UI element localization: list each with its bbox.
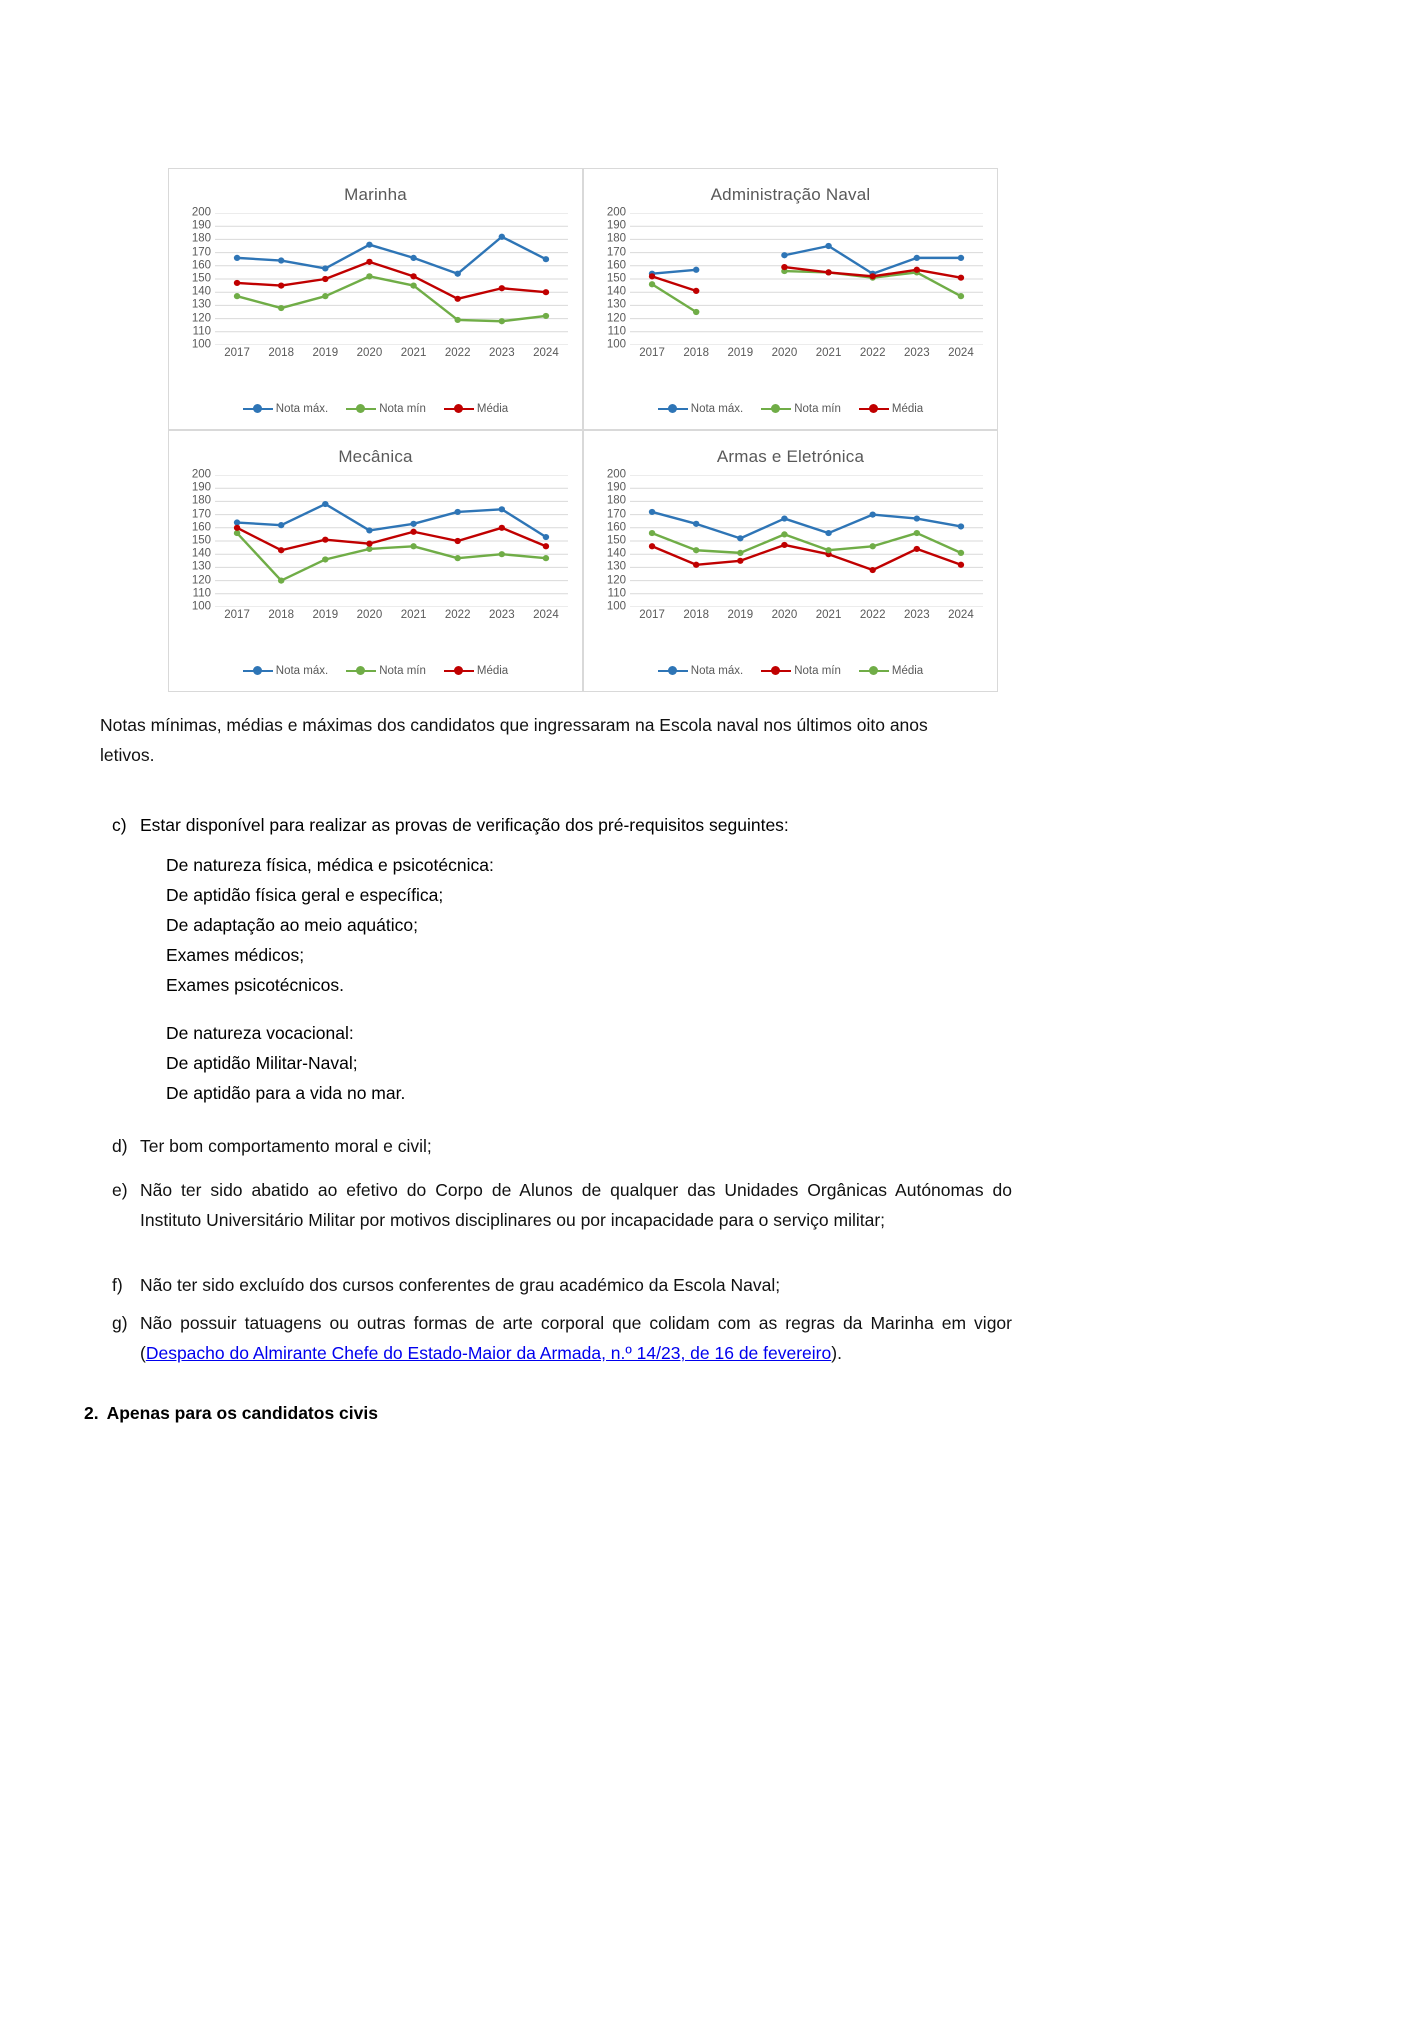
data-point-marker: [454, 555, 460, 561]
plot-wrapper: [179, 468, 570, 621]
x-tick-label: 2019: [727, 347, 754, 359]
data-point-marker: [958, 562, 964, 568]
data-point-marker: [543, 289, 549, 295]
y-tick-label: 160: [606, 521, 626, 534]
data-point-marker: [322, 501, 328, 507]
sublist-line-5: Exames psicotécnicos.: [166, 975, 344, 995]
data-point-marker: [649, 530, 655, 536]
plot-area-1: [630, 213, 983, 345]
list-marker-e: e): [112, 1180, 128, 1200]
x-axis-3: [630, 609, 983, 621]
y-tick-label: 120: [191, 574, 211, 587]
data-point-marker: [454, 317, 460, 323]
data-point-marker: [781, 542, 787, 548]
chart-legend-1: [584, 403, 997, 415]
data-point-marker: [234, 280, 240, 286]
x-tick-label: 2023: [489, 609, 515, 621]
data-point-marker: [499, 234, 505, 240]
line-chart-svg: [630, 213, 983, 345]
item-g-text-before: Não possuir tatuagens ou outras formas de arte corporal que colidam com as regras da Marinha em vigor (: [140, 1313, 1012, 1363]
data-point-marker: [649, 281, 655, 287]
data-point-marker: [649, 273, 655, 279]
y-tick-label: 190: [606, 219, 626, 232]
x-axis-1: [630, 347, 983, 359]
data-point-marker: [234, 530, 240, 536]
data-point-marker: [454, 538, 460, 544]
data-point-marker: [234, 519, 240, 525]
data-point-marker: [278, 305, 284, 311]
data-point-marker: [543, 555, 549, 561]
y-tick-label: 150: [606, 534, 626, 547]
y-tick-label: 180: [606, 494, 626, 507]
x-tick-label: 2023: [904, 609, 930, 621]
y-axis-1: [594, 206, 628, 351]
chart-title: Armas e Eletrónica: [716, 447, 865, 466]
y-tick-label: 160: [191, 521, 211, 534]
legend-item[interactable]: [859, 665, 923, 677]
legend-swatch-icon: [761, 404, 791, 414]
x-tick-label: 2022: [859, 609, 886, 621]
legend-swatch-icon: [444, 404, 474, 414]
legend-label: Nota mín: [794, 665, 841, 677]
y-tick-label: 120: [606, 574, 626, 587]
x-axis-0: [215, 347, 568, 359]
y-tick-label: 100: [606, 338, 626, 351]
data-point-marker: [914, 546, 920, 552]
list-item-g: [112, 1308, 1012, 1368]
data-point-marker: [366, 259, 372, 265]
sublist-line-1: De natureza física, médica e psicotécnica:: [166, 855, 494, 875]
y-tick-label: 100: [606, 600, 626, 613]
sublist-line-6: De natureza vocacional:: [166, 1023, 354, 1043]
y-tick-label: 110: [192, 587, 211, 600]
data-point-marker: [869, 273, 875, 279]
x-tick-label: 2020: [356, 347, 383, 359]
data-point-marker: [825, 269, 831, 275]
x-tick-label: 2017: [639, 609, 665, 621]
sublist-line-4: Exames médicos;: [166, 945, 305, 965]
x-tick-label: 2021: [400, 609, 427, 621]
y-tick-label: 140: [606, 547, 626, 560]
legend-swatch-icon: [444, 666, 474, 676]
sublist-line-3: De adaptação ao meio aquático;: [166, 915, 418, 935]
y-tick-label: 180: [191, 494, 211, 507]
legend-item[interactable]: [658, 665, 743, 677]
y-tick-label: 170: [606, 508, 626, 521]
legend-item[interactable]: [243, 665, 328, 677]
data-point-marker: [825, 547, 831, 553]
legend-swatch-icon: [658, 666, 688, 676]
data-point-marker: [781, 252, 787, 258]
data-point-marker: [693, 547, 699, 553]
x-tick-label: 2021: [400, 347, 427, 359]
data-point-marker: [410, 283, 416, 289]
charts-figure: [168, 168, 998, 693]
data-point-marker: [825, 243, 831, 249]
y-tick-label: 160: [606, 259, 626, 272]
data-point-marker: [322, 276, 328, 282]
chart-grid: [168, 168, 998, 692]
data-point-marker: [543, 313, 549, 319]
data-point-marker: [454, 296, 460, 302]
data-point-marker: [234, 255, 240, 261]
list-item-f-text: Não ter sido excluído dos cursos conferentes de grau académico da Escola Naval;: [140, 1275, 781, 1295]
data-point-marker: [958, 255, 964, 261]
x-tick-label: 2022: [444, 609, 471, 621]
data-point-marker: [499, 551, 505, 557]
y-tick-label: 130: [191, 560, 211, 573]
y-tick-label: 130: [606, 560, 626, 573]
x-tick-label: 2024: [948, 609, 974, 621]
x-tick-label: 2024: [533, 347, 559, 359]
plot-area-3: [630, 475, 983, 607]
y-tick-label: 120: [606, 312, 626, 325]
data-point-marker: [737, 550, 743, 556]
line-chart-svg: [215, 213, 568, 345]
list-item-d-text: Ter bom comportamento moral e civil;: [140, 1136, 432, 1156]
x-tick-label: 2017: [224, 347, 250, 359]
data-point-marker: [499, 285, 505, 291]
data-point-marker: [869, 567, 875, 573]
data-point-marker: [499, 318, 505, 324]
sublist-line-2: De aptidão física geral e específica;: [166, 885, 444, 905]
data-point-marker: [737, 558, 743, 564]
y-tick-label: 110: [607, 587, 626, 600]
chart-administracao-naval: [583, 168, 998, 430]
data-point-marker: [499, 506, 505, 512]
x-tick-label: 2021: [815, 609, 842, 621]
list-item-f: [112, 1270, 1012, 1300]
chart-mecanica: [168, 430, 583, 692]
figure-caption: Notas mínimas, médias e máximas dos candidatos que ingressaram na Escola naval nos últimos oito anos letivos.: [100, 715, 928, 765]
y-tick-label: 120: [191, 312, 211, 325]
legend-label: Nota máx.: [690, 665, 744, 677]
data-point-marker: [278, 547, 284, 553]
data-point-marker: [454, 509, 460, 515]
legend-label: Média: [891, 665, 924, 677]
line-chart-svg: [215, 475, 568, 607]
data-point-marker: [869, 543, 875, 549]
data-point-marker: [914, 255, 920, 261]
y-axis-0: [179, 206, 213, 351]
x-tick-label: 2019: [312, 347, 339, 359]
list-item-e: [112, 1175, 1012, 1235]
list-marker-d: d): [112, 1136, 128, 1156]
data-point-marker: [914, 515, 920, 521]
y-tick-label: 140: [191, 547, 211, 560]
heading-marker-2: 2.: [84, 1403, 99, 1423]
data-point-marker: [410, 529, 416, 535]
chart-marinha: [168, 168, 583, 430]
y-tick-label: 180: [191, 232, 211, 245]
y-tick-label: 190: [606, 481, 626, 494]
legend-swatch-icon: [346, 666, 376, 676]
y-tick-label: 160: [191, 259, 211, 272]
legend-swatch-icon: [243, 404, 273, 414]
data-point-marker: [366, 273, 372, 279]
list-item-e-text: Não ter sido abatido ao efetivo do Corpo de Alunos de qualquer das Unidades Orgânicas Autónomas do Instituto Universitário Militar por motivos disciplinares ou por incapacidade para o serviço militar;: [140, 1180, 1012, 1230]
y-tick-label: 150: [191, 272, 211, 285]
legend-label: Nota mín: [379, 403, 426, 415]
legend-label: Nota máx.: [275, 665, 329, 677]
legend-label: Média: [891, 403, 924, 415]
line-chart-svg: [630, 475, 983, 607]
list-item-c: [112, 810, 1012, 840]
legend-label: Nota máx.: [690, 403, 744, 415]
y-axis-3: [594, 468, 628, 613]
data-point-marker: [234, 293, 240, 299]
x-tick-label: 2018: [268, 609, 294, 621]
y-tick-label: 190: [191, 481, 211, 494]
data-point-marker: [322, 293, 328, 299]
x-tick-label: 2024: [948, 347, 974, 359]
y-tick-label: 110: [607, 325, 626, 338]
chart-armas-e-eletronica: [583, 430, 998, 692]
legend-label: Média: [476, 403, 509, 415]
y-tick-label: 130: [606, 298, 626, 311]
data-point-marker: [914, 530, 920, 536]
sublist-line-8: De aptidão para a vida no mar.: [166, 1083, 406, 1103]
data-point-marker: [366, 546, 372, 552]
y-tick-label: 200: [606, 206, 626, 219]
x-tick-label: 2020: [356, 609, 383, 621]
y-tick-label: 200: [606, 468, 626, 481]
data-point-marker: [322, 556, 328, 562]
plot-wrapper: [594, 468, 985, 621]
data-point-marker: [322, 537, 328, 543]
y-tick-label: 170: [191, 508, 211, 521]
data-point-marker: [278, 522, 284, 528]
chart-legend-0: [169, 403, 582, 415]
plot-area-0: [215, 213, 568, 345]
x-tick-label: 2021: [815, 347, 842, 359]
x-axis-2: [215, 609, 568, 621]
data-point-marker: [958, 550, 964, 556]
data-point-marker: [410, 543, 416, 549]
y-tick-label: 170: [606, 246, 626, 259]
legend-item[interactable]: [346, 665, 426, 677]
x-tick-label: 2022: [859, 347, 886, 359]
data-point-marker: [693, 288, 699, 294]
chart-title: Marinha: [344, 185, 407, 204]
y-tick-label: 170: [191, 246, 211, 259]
data-point-marker: [410, 255, 416, 261]
data-point-marker: [454, 271, 460, 277]
data-point-marker: [914, 267, 920, 273]
legend-item[interactable]: [761, 403, 841, 415]
y-tick-label: 200: [191, 206, 211, 219]
legend-item[interactable]: [859, 403, 923, 415]
data-point-marker: [737, 535, 743, 541]
chart-legend-3: [584, 665, 997, 677]
legend-swatch-icon: [859, 404, 889, 414]
legend-label: Nota mín: [379, 665, 426, 677]
requirements-sublist: [166, 850, 926, 1108]
legend-swatch-icon: [859, 666, 889, 676]
data-point-marker: [234, 525, 240, 531]
data-point-marker: [366, 541, 372, 547]
legend-item[interactable]: [346, 403, 426, 415]
data-point-marker: [869, 512, 875, 518]
sublist-line-7: De aptidão Militar-Naval;: [166, 1053, 358, 1073]
data-point-marker: [693, 309, 699, 315]
x-tick-label: 2019: [312, 609, 339, 621]
list-marker-f: f): [112, 1275, 123, 1295]
plot-area-2: [215, 475, 568, 607]
legend-item[interactable]: [658, 403, 743, 415]
data-point-marker: [410, 521, 416, 527]
y-tick-label: 100: [191, 600, 211, 613]
list-marker-c: c): [112, 815, 127, 835]
data-point-marker: [499, 525, 505, 531]
data-point-marker: [958, 275, 964, 281]
x-tick-label: 2017: [224, 609, 250, 621]
data-point-marker: [410, 273, 416, 279]
data-point-marker: [958, 523, 964, 529]
item-g-text-after: ).: [831, 1343, 842, 1363]
x-tick-label: 2019: [727, 609, 754, 621]
data-point-marker: [781, 264, 787, 270]
y-tick-label: 200: [191, 468, 211, 481]
legend-item[interactable]: [761, 665, 841, 677]
legend-label: Nota mín: [794, 403, 841, 415]
data-point-marker: [322, 265, 328, 271]
y-axis-2: [179, 468, 213, 613]
y-tick-label: 150: [606, 272, 626, 285]
y-tick-label: 140: [606, 285, 626, 298]
data-point-marker: [781, 515, 787, 521]
x-tick-label: 2018: [268, 347, 294, 359]
y-tick-label: 130: [191, 298, 211, 311]
data-point-marker: [278, 283, 284, 289]
data-point-marker: [543, 256, 549, 262]
y-tick-label: 100: [191, 338, 211, 351]
x-tick-label: 2022: [444, 347, 471, 359]
x-tick-label: 2023: [489, 347, 515, 359]
data-point-marker: [543, 534, 549, 540]
legend-item[interactable]: [243, 403, 328, 415]
plot-wrapper: [179, 206, 570, 359]
data-point-marker: [543, 543, 549, 549]
x-tick-label: 2018: [683, 347, 709, 359]
despacho-link[interactable]: Despacho do Almirante Chefe do Estado-Maior da Armada, n.º 14/23, de 16 de fevereiro: [145, 1343, 832, 1363]
series-line: [237, 533, 546, 581]
series-line: [652, 270, 696, 274]
data-point-marker: [649, 543, 655, 549]
legend-swatch-icon: [243, 666, 273, 676]
chart-title: Administração Naval: [710, 185, 871, 204]
legend-item[interactable]: [444, 665, 508, 677]
y-tick-label: 110: [192, 325, 211, 338]
data-point-marker: [366, 527, 372, 533]
legend-label: Nota máx.: [275, 403, 329, 415]
legend-swatch-icon: [761, 666, 791, 676]
x-tick-label: 2024: [533, 609, 559, 621]
data-point-marker: [958, 293, 964, 299]
chart-title: Mecânica: [338, 447, 413, 466]
data-point-marker: [693, 562, 699, 568]
data-point-marker: [693, 521, 699, 527]
legend-swatch-icon: [346, 404, 376, 414]
list-item-g-text: [140, 1308, 1012, 1368]
x-tick-label: 2018: [683, 609, 709, 621]
list-item-c-text: Estar disponível para realizar as provas de verificação dos pré-requisitos seguintes:: [140, 815, 789, 835]
plot-wrapper: [594, 206, 985, 359]
x-tick-label: 2017: [639, 347, 665, 359]
section-heading-2: [84, 1398, 984, 1428]
x-tick-label: 2023: [904, 347, 930, 359]
x-tick-label: 2020: [771, 609, 798, 621]
legend-label: Média: [476, 665, 509, 677]
x-tick-label: 2020: [771, 347, 798, 359]
data-point-marker: [693, 267, 699, 273]
data-point-marker: [781, 531, 787, 537]
data-point-marker: [278, 578, 284, 584]
series-line: [237, 276, 546, 321]
heading-text-2: Apenas para os candidatos civis: [106, 1403, 378, 1423]
legend-item[interactable]: [444, 403, 508, 415]
chart-legend-2: [169, 665, 582, 677]
list-item-d: [112, 1131, 1012, 1161]
y-tick-label: 150: [191, 534, 211, 547]
y-tick-label: 190: [191, 219, 211, 232]
list-marker-g: g): [112, 1313, 128, 1333]
data-point-marker: [649, 509, 655, 515]
data-point-marker: [366, 242, 372, 248]
data-point-marker: [278, 257, 284, 263]
legend-swatch-icon: [658, 404, 688, 414]
y-tick-label: 140: [191, 285, 211, 298]
y-tick-label: 180: [606, 232, 626, 245]
data-point-marker: [825, 530, 831, 536]
